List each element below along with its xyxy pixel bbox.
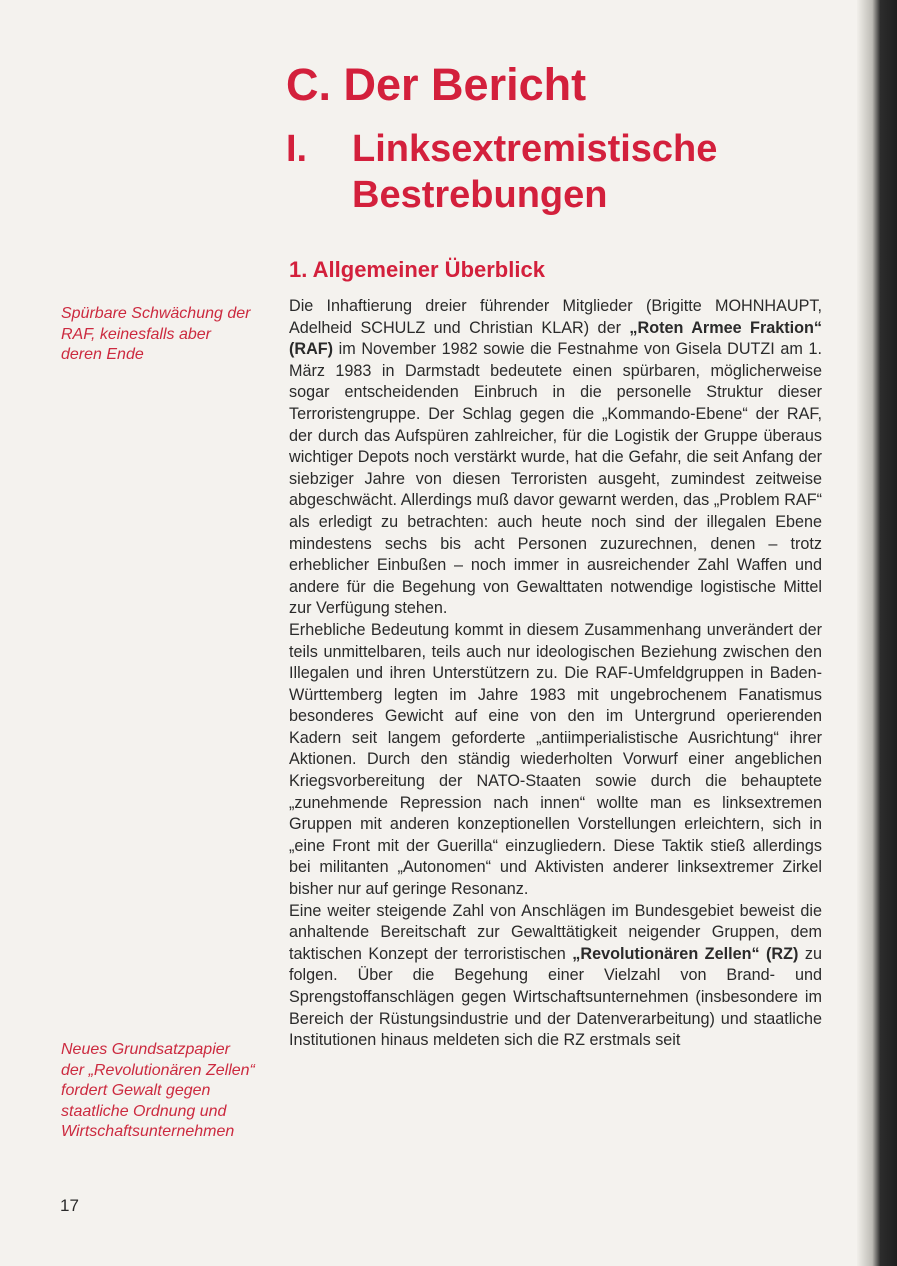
- heading-block: [286, 58, 846, 218]
- raf-term: „Roten Armee Fraktion“ (RAF): [289, 318, 823, 359]
- margin-note-rz: Neues Grundsatzpapier der „Revolutionären Zellen“ fordert Gewalt gegen staatliche Ordnung und Wirtschaftsunternehmen: [61, 1041, 255, 1140]
- page-number: 17: [60, 1196, 79, 1215]
- paragraph-3-text-a: Eine weiter steigende Zahl von Anschlägen im Bundesgebiet beweist die anhaltende Bereitschaft zur Gewalttätigkeit neigender Gruppen, dem taktischen Konzept der terroristischen: [289, 901, 822, 963]
- section-title: Linksextremistische Bestrebungen: [352, 128, 718, 216]
- margin-note-raf: Spürbare Schwächung der RAF, keinesfalls aber deren Ende: [61, 305, 251, 363]
- rz-term: „Revolutionären Zellen“ (RZ): [572, 944, 799, 963]
- subsection-title: 1. Allgemeiner Überblick: [289, 257, 545, 282]
- paragraph-1-text-c: im November 1982 sowie die Festnahme von Gisela DUTZI am 1. März 1983 in Darmstadt bedeutete einen spürbaren, möglicherweise sogar entscheidenden Einbruch in die personelle Struktur dieser Terroristengruppe. Der Schlag gegen die „Kommando-Ebene“ der RAF, der durch das Aufspüren zahlreicher, für die Logistik der Gruppe überaus wichtiger Depots noch verstärkt wurde, hat die Gefahr, die seit Anfang der siebziger Jahre von diesen Terroristen ausgeht, zumindest zeitweise abgeschwächt. Allerdings muß davor gewarnt werden, das „Problem RAF“ als erledigt zu betrachten: auch heute noch sind der illegalen Ebene mindestens sechs bis acht Personen zuzurechnen, denen – trotz erheblicher Einbußen – noch immer in ausreichender Zahl Waffen und andere für die Begehung von Gewalttaten notwendige logistische Mittel zur Verfügung stehen.: [289, 340, 822, 618]
- paragraph-2: Erhebliche Bedeutung kommt in diesem Zusammenhang unverändert der teils unmittelbaren, teils auch nur ideologischen Beziehung zwischen den Illegalen und ihren Unterstützern zu. Die RAF-Umfeldgruppen in Baden-Württemberg legten im Jahre 1983 mit ungebrochenem Fanatismus besonderes Gewicht auf eine von den im Untergrund operierenden Kadern seit langem geforderte „antiimperialistische Ausrichtung“ ihrer Aktionen. Durch den ständig wiederholten Vorwurf einer angeblichen Kriegsvorbereitung der NATO-Staaten sowie durch die behauptete „zunehmende Repression nach innen“ wollte man es linksextremen Gruppen mit anderen konzeptionellen Vorstellungen erleichtern, sich in „eine Front mit der Guerilla“ einzugliedern. Diese Taktik stieß allerdings bei militanten „Autonomen“ und Aktivisten anderer linksextremer Zirkel bisher nur auf geringe Resonanz.: [289, 620, 822, 899]
- page-edge-shadow: [857, 0, 897, 1266]
- paragraph-3: [289, 901, 822, 1052]
- section-heading: [286, 126, 846, 218]
- body-text: [289, 296, 822, 1052]
- section-number: I.: [286, 128, 308, 170]
- paragraph-1-text-a: Die Inhaftierung dreier führender Mitglieder (Brigitte MOHNHAUPT, Adelheid SCHULZ und Christian KLAR) der: [289, 297, 822, 337]
- paragraph-1: [289, 296, 822, 620]
- paragraph-3-text-c: zu folgen. Über die Begehung einer Vielzahl von Brand- und Sprengstoffanschlägen gegen Wirtschaftsunternehmen (insbesondere im Bereich der Rüstungsindustrie und der Datenverarbeitung) und staatliche Institutionen hinaus meldeten sich die RZ erstmals seit: [289, 944, 822, 1050]
- chapter-title: C. Der Bericht: [286, 59, 587, 110]
